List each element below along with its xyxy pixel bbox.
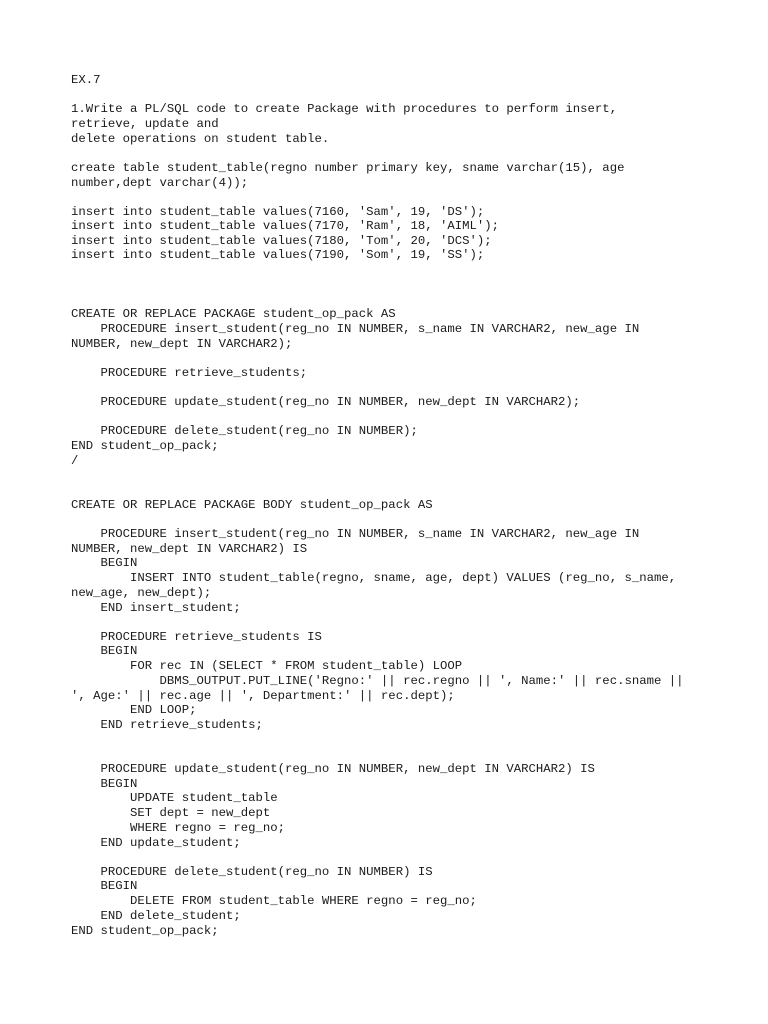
package-body-line: DELETE FROM student_table WHERE regno = reg_no; [71,894,477,908]
package-body-line: PROCEDURE insert_student(reg_no IN NUMBER, s_name IN VARCHAR2, new_age IN [71,527,640,541]
package-body-line: BEGIN [71,879,138,893]
package-body-line: INSERT INTO student_table(regno, sname, age, dept) VALUES (reg_no, s_name, [71,571,677,585]
package-body-line: BEGIN [71,556,138,570]
package-body-line: UPDATE student_table [71,791,278,805]
package-body-line: DBMS_OUTPUT.PUT_LINE('Regno:' || rec.regno || ', Name:' || rec.sname || [71,674,684,688]
package-spec-line: PROCEDURE insert_student(reg_no IN NUMBER, s_name IN VARCHAR2, new_age IN [71,322,640,336]
package-body-line: BEGIN [71,644,138,658]
package-spec-line: PROCEDURE delete_student(reg_no IN NUMBER); [71,424,418,438]
insert-line: insert into student_table values(7180, 'Tom', 20, 'DCS'); [71,234,492,248]
exercise-heading: EX.7 [71,73,101,87]
question-line: retrieve, update and [71,117,219,131]
package-body-line: FOR rec IN (SELECT * FROM student_table) LOOP [71,659,463,673]
package-body-line: CREATE OR REPLACE PACKAGE BODY student_op_pack AS [71,498,433,512]
package-spec-line: / [71,454,79,468]
question-line: 1.Write a PL/SQL code to create Package with procedures to perform insert, [71,102,618,116]
package-body-line: NUMBER, new_dept IN VARCHAR2) IS [71,542,308,556]
package-body-line: END update_student; [71,836,241,850]
package-spec-line: PROCEDURE retrieve_students; [71,366,308,380]
insert-line: insert into student_table values(7160, 'Sam', 19, 'DS'); [71,205,485,219]
package-body-line: ', Age:' || rec.age || ', Department:' || rec.dept); [71,689,455,703]
package-spec-line: END student_op_pack; [71,439,219,453]
package-body-line: SET dept = new_dept [71,806,271,820]
package-body-line: PROCEDURE retrieve_students IS [71,630,322,644]
question-line: delete operations on student table. [71,132,330,146]
package-body-line: WHERE regno = reg_no; [71,821,286,835]
create-table-line: create table student_table(regno number primary key, sname varchar(15), age [71,161,625,175]
insert-line: insert into student_table values(7170, 'Ram', 18, 'AIML'); [71,219,500,233]
package-body-line: PROCEDURE update_student(reg_no IN NUMBER, new_dept IN VARCHAR2) IS [71,762,595,776]
package-body-line: END delete_student; [71,909,241,923]
package-body-line: END retrieve_students; [71,718,263,732]
package-body-line: END LOOP; [71,703,197,717]
package-body-line: BEGIN [71,777,138,791]
package-body-line: PROCEDURE delete_student(reg_no IN NUMBER) IS [71,865,433,879]
package-body-line: new_age, new_dept); [71,586,212,600]
package-spec-line: PROCEDURE update_student(reg_no IN NUMBER, new_dept IN VARCHAR2); [71,395,581,409]
package-spec-line: NUMBER, new_dept IN VARCHAR2); [71,337,293,351]
create-table-line: number,dept varchar(4)); [71,176,249,190]
package-body-line: END insert_student; [71,601,241,615]
insert-line: insert into student_table values(7190, 'Som', 19, 'SS'); [71,248,485,262]
package-body-line: END student_op_pack; [71,924,219,938]
package-spec-line: CREATE OR REPLACE PACKAGE student_op_pack AS [71,307,396,321]
